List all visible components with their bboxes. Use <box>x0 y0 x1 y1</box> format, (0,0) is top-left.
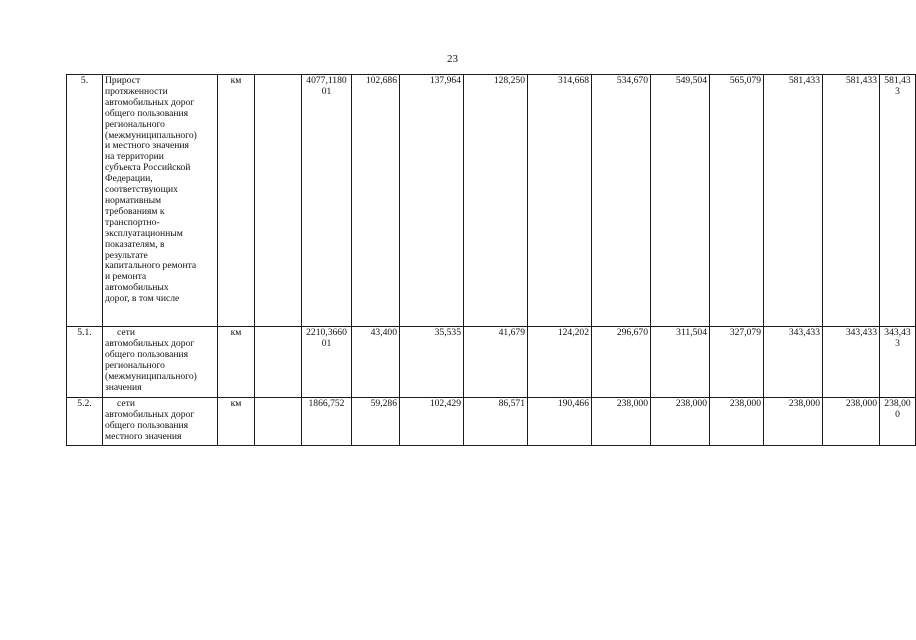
indicator-name-line: и местного значения <box>105 140 189 152</box>
value-cell: 314,668 <box>528 75 592 327</box>
indicator-name-line: результате <box>105 249 148 261</box>
value-cell: 238,000 <box>880 398 916 446</box>
value-cell: 327,079 <box>710 327 764 398</box>
empty-cell <box>255 75 302 327</box>
indicator-name-line: автомобильных <box>105 282 169 294</box>
value-cell: 238,000 <box>651 398 710 446</box>
value-cell: 128,250 <box>464 75 528 327</box>
indicator-name-line: регионального <box>105 359 165 371</box>
value-cell: 238,000 <box>764 398 823 446</box>
row-number: 5.1. <box>67 327 103 398</box>
empty-cell <box>255 398 302 446</box>
table-row <box>67 398 916 446</box>
page-number: 23 <box>447 53 458 65</box>
value-cell: 137,964 <box>400 75 464 327</box>
indicator-name-line: на территории <box>105 151 164 163</box>
row-number: 5. <box>67 75 103 327</box>
row-number: 5.2. <box>67 398 103 446</box>
indicator-name-line: (межмуниципального) <box>105 370 197 382</box>
unit-cell: км <box>218 75 255 327</box>
value-cell: 343,433 <box>764 327 823 398</box>
value-cell: 86,571 <box>464 398 528 446</box>
indicator-name-line: Федерации, <box>105 173 153 185</box>
value-cell: 581,433 <box>764 75 823 327</box>
value-cell: 238,000 <box>710 398 764 446</box>
indicator-name-line: соответствующих <box>105 184 178 196</box>
value-cell: 534,670 <box>592 75 651 327</box>
value-cell: 343,433 <box>823 327 880 398</box>
unit-cell: км <box>218 327 255 398</box>
indicator-name-line: значения <box>105 381 142 393</box>
indicator-name-line: субъекта Российской <box>105 162 191 174</box>
unit-cell: км <box>218 398 255 446</box>
indicator-name-line: дорог, в том числе <box>105 293 180 305</box>
value-cell: 35,535 <box>400 327 464 398</box>
indicator-table <box>66 74 916 446</box>
value-cell: 311,504 <box>651 327 710 398</box>
value-cell: 102,429 <box>400 398 464 446</box>
indicator-name-line: (межмуниципального) <box>105 129 197 141</box>
value-cell: 2210,366001 <box>302 327 352 398</box>
indicator-name-line: протяженности <box>105 85 168 97</box>
indicator-name-line: капитального ремонта <box>105 260 197 272</box>
value-cell: 581,433 <box>823 75 880 327</box>
value-cell: 549,504 <box>651 75 710 327</box>
value-cell: 581,433 <box>880 75 916 327</box>
indicator-name-line: общего пользования <box>105 419 189 431</box>
indicator-name-line: регионального <box>105 118 165 130</box>
indicator-name-line: сети <box>117 327 135 338</box>
indicator-name-line: общего пользования <box>105 107 189 119</box>
value-cell: 43,400 <box>352 327 400 398</box>
indicator-name-line: сети <box>117 398 135 409</box>
empty-cell <box>255 327 302 398</box>
indicator-name-line: местного значения <box>105 430 182 442</box>
value-cell: 1866,752 <box>302 398 352 446</box>
value-cell: 4077,118001 <box>302 75 352 327</box>
value-cell: 565,079 <box>710 75 764 327</box>
value-cell: 190,466 <box>528 398 592 446</box>
value-cell: 238,000 <box>592 398 651 446</box>
indicator-name-line: автомобильных дорог <box>105 337 195 349</box>
value-cell: 41,679 <box>464 327 528 398</box>
indicator-name <box>103 75 218 327</box>
indicator-name-line: требованиям к <box>105 205 165 217</box>
indicator-name-line: Прирост <box>105 75 141 86</box>
indicator-name-line: эксплуатационным <box>105 227 183 239</box>
value-cell: 59,286 <box>352 398 400 446</box>
value-cell: 296,670 <box>592 327 651 398</box>
indicator-name-line: автомобильных дорог <box>105 408 195 420</box>
indicator-name-line: автомобильных дорог <box>105 96 195 108</box>
indicator-name <box>103 398 218 446</box>
table-row <box>67 75 916 327</box>
value-cell: 343,433 <box>880 327 916 398</box>
indicator-name-line: нормативным <box>105 194 162 206</box>
indicator-name-line: транспортно- <box>105 216 160 228</box>
indicator-name-line: и ремонта <box>105 271 147 283</box>
indicator-name-line: общего пользования <box>105 348 189 360</box>
table-row <box>67 327 916 398</box>
value-cell: 124,202 <box>528 327 592 398</box>
value-cell: 102,686 <box>352 75 400 327</box>
indicator-name <box>103 327 218 398</box>
value-cell: 238,000 <box>823 398 880 446</box>
indicator-name-line: показателям, в <box>105 238 165 250</box>
